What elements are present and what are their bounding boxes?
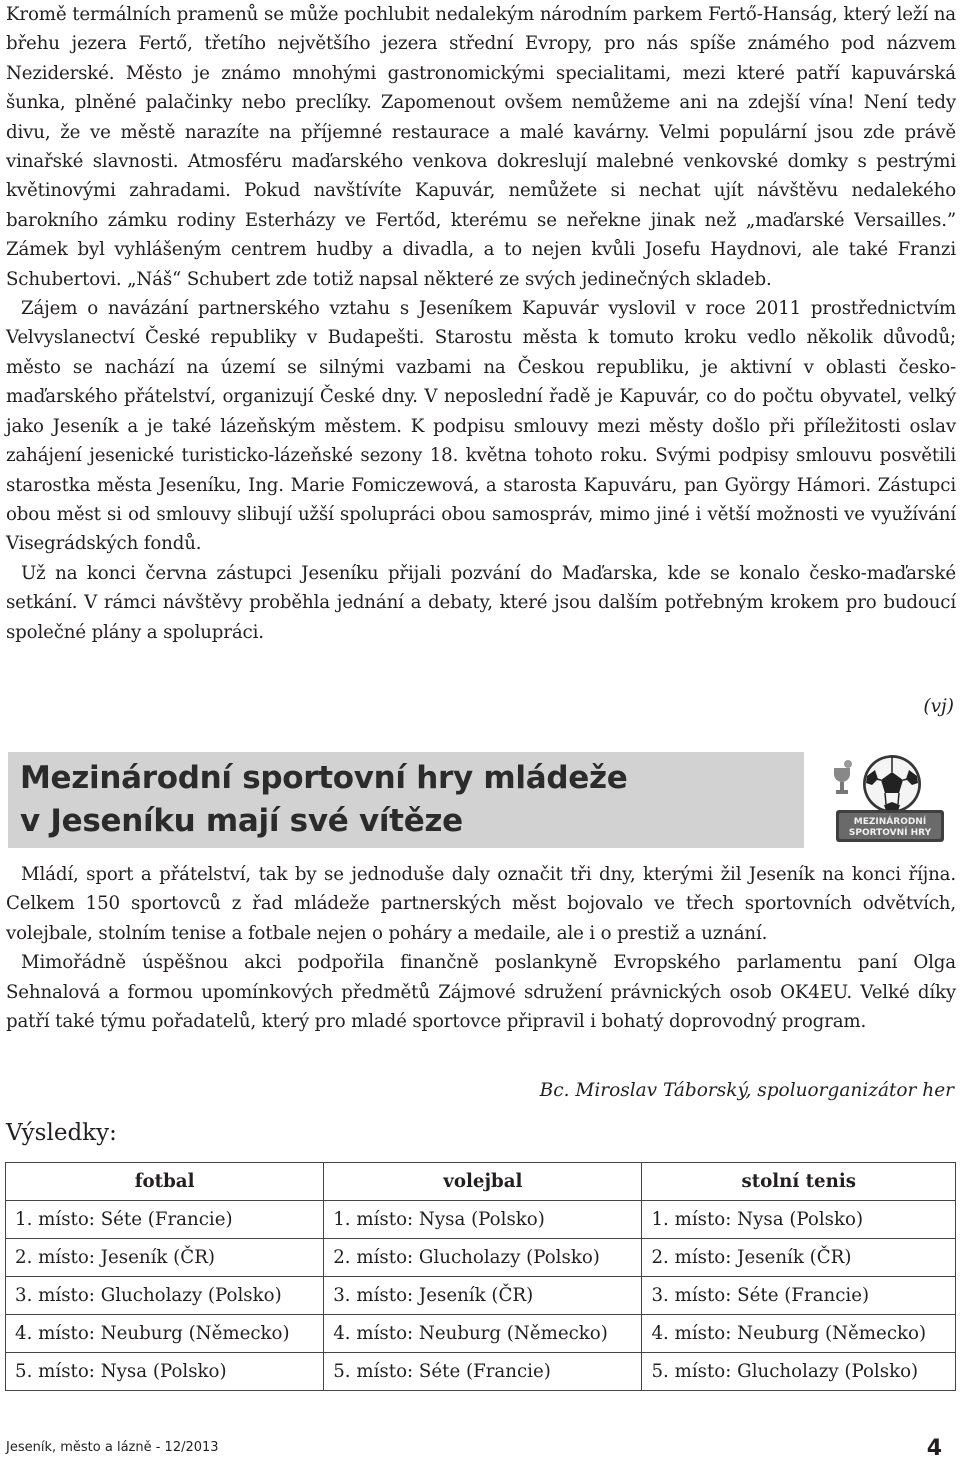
article2-heading-line2: v Jeseníku mají své vítěze xyxy=(20,803,463,839)
table-cell: 4. místo: Neuburg (Německo) xyxy=(324,1315,642,1353)
article2-body xyxy=(6,860,956,1036)
article2-paragraph: Mimořádně úspěšnou akci podpořila finančně poslankyně Evropského parlamentu paní Olga Sehnalová a formou upomínkových předmětů Zájmové sdružení právnických osob OK4EU. Velké díky patří také týmu pořadatelů, který pro mladé sportovce připravil i bohatý doprovodný program. xyxy=(6,952,956,1033)
results-header-row xyxy=(6,1163,956,1201)
table-cell: 2. místo: Jeseník (ČR) xyxy=(6,1239,324,1277)
table-cell: 2. místo: Jeseník (ČR) xyxy=(642,1239,956,1277)
article2-signature: Bc. Miroslav Táborský, spoluorganizátor her xyxy=(539,1080,954,1101)
page-number: 4 xyxy=(926,1436,942,1461)
footer-publication: Jeseník, město a lázně - 12/2013 xyxy=(6,1440,219,1455)
article2-paragraph: Mládí, sport a přátelství, tak by se jednoduše daly označit tři dny, kterými žil Jeseník na konci října. Celkem 150 sportovců z řad mládeže partnerských měst bojovalo ve třech sportovních odvětvích, volejbale, stolním tenise a fotbale nejen o poháry a medaile, ale i o prestiž a uznání. xyxy=(6,864,956,944)
table-cell: 2. místo: Glucholazy (Polsko) xyxy=(324,1239,642,1277)
article2-heading-line1: Mezinárodní sportovní hry mládeže xyxy=(20,760,628,796)
table-cell: 3. místo: Séte (Francie) xyxy=(642,1277,956,1315)
table-row xyxy=(6,1277,956,1315)
table-row xyxy=(6,1239,956,1277)
table-cell: 1. místo: Nysa (Polsko) xyxy=(642,1201,956,1239)
article1-body xyxy=(6,0,956,647)
table-row xyxy=(6,1315,956,1353)
table-cell: 5. místo: Séte (Francie) xyxy=(324,1353,642,1391)
table-cell: 3. místo: Glucholazy (Polsko) xyxy=(6,1277,324,1315)
table-row xyxy=(6,1353,956,1391)
logo-text-line1: MEZINÁRODNÍ xyxy=(853,817,927,827)
table-cell: 5. místo: Glucholazy (Polsko) xyxy=(642,1353,956,1391)
results-header-volejbal: volejbal xyxy=(324,1163,642,1201)
table-cell: 1. místo: Nysa (Polsko) xyxy=(324,1201,642,1239)
table-cell: 4. místo: Neuburg (Německo) xyxy=(6,1315,324,1353)
article1-signature: (vj) xyxy=(923,696,954,717)
table-row xyxy=(6,1201,956,1239)
results-title: Výsledky: xyxy=(6,1120,117,1146)
table-cell: 5. místo: Nysa (Polsko) xyxy=(6,1353,324,1391)
article1-paragraph: Zájem o navázání partnerského vztahu s Jeseníkem Kapuvár vyslovil v roce 2011 prostřednictvím Velvyslanectví České republiky v Budapešti. Starostu města k tomuto kroku vedlo několik důvodů; město se nachází na území se silnými vazbami na Českou republiku, je aktivní v oblasti česko-maďarského přátelství, organizují České dny. V neposlední řadě je Kapuvár, co do počtu obyvatel, velký jako Jeseník a je také lázeňským městem. K podpisu smlouvy mezi městy došlo při příležitosti oslav zahájení jesenické turisticko-lázeňské sezony 18. května tohoto roku. Svými podpisy smlouvu posvětili starostka města Jeseníku, Ing. Marie Fomiczewová, a starosta Kapuváru, pan György Hámori. Zástupci obou měst si od smlouvy slibují užší spolupráci obou samospráv, mimo jiné i větší možnosti ve využívání Visegrádských fondů. xyxy=(6,298,956,555)
results-table xyxy=(5,1162,956,1391)
table-cell: 1. místo: Séte (Francie) xyxy=(6,1201,324,1239)
results-header-stolni-tenis: stolní tenis xyxy=(642,1163,956,1201)
article2-heading xyxy=(20,757,627,843)
sports-games-logo xyxy=(826,752,946,844)
table-cell: 4. místo: Neuburg (Německo) xyxy=(642,1315,956,1353)
article1-paragraph: Už na konci června zástupci Jeseníku přijali pozvání do Maďarska, kde se konalo česko-maďarské setkání. V rámci návštěvy proběhla jednání a debaty, které jsou dalším potřebným krokem pro budoucí společné plány a spolupráci. xyxy=(6,562,956,643)
table-cell: 3. místo: Jeseník (ČR) xyxy=(324,1277,642,1315)
results-header-fotbal: fotbal xyxy=(6,1163,324,1201)
logo-text-line2: SPORTOVNÍ HRY xyxy=(848,828,932,838)
article1-paragraph: Kromě termálních pramenů se může pochlubit nedalekým národním parkem Fertő-Hanság, který leží na břehu jezera Fertő, třetího největšího jezera střední Evropy, pro nás spíše známého pod názvem Neziderské. Město je známo mnohými gastronomickými specialitami, mezi které patří kapuvárská šunka, plněné palačinky nebo preclíky. Zapomenout ovšem nemůžeme ani na zdejší vína! Není tedy divu, že ve městě narazíte na příjemné restaurace a malé kavárny. Velmi populární jsou zde právě vinařské slavnosti. Atmosféru maďarského venkova dokreslují malebné venkovské domky s pestrými květinovými zahradami. Pokud navštívíte Kapuvár, nemůžete si nechat ujít návštěvu nedalekého barokního zámku rodiny Esterházy ve Fertőd, kterému se neřekne jinak než „maďarské Versailles.” Zámek byl vyhlášeným centrem hudby a divadla, a to nejen kvůli Josefu Haydnovi, ale také Franzi Schubertovi. „Náš“ Schubert zde totiž napsal některé ze svých jedinečných skladeb. xyxy=(6,4,956,290)
